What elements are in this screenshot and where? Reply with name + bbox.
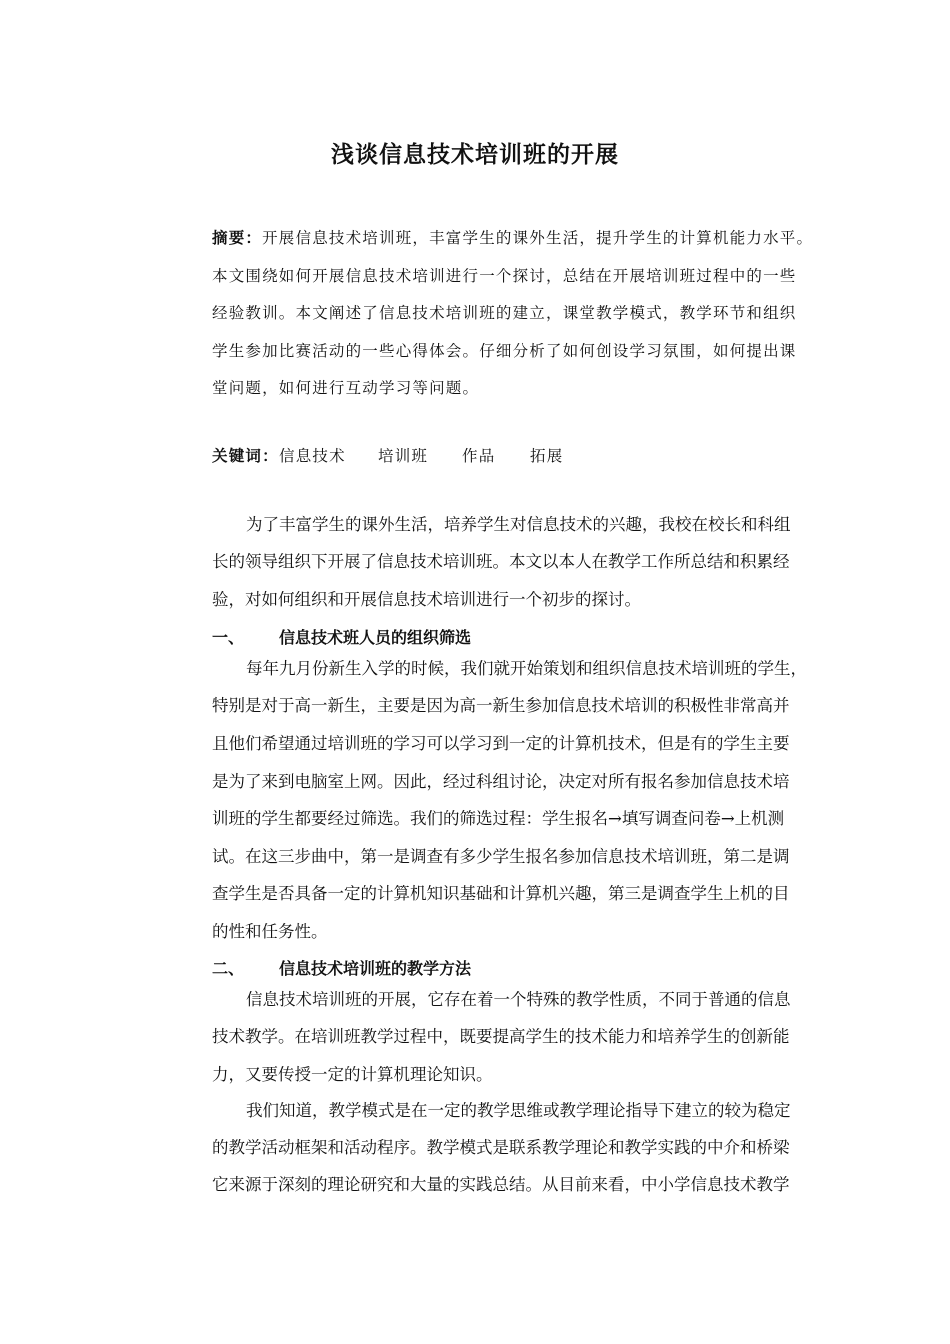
abstract-label: 摘要： [212, 229, 263, 247]
section-2-line: 它来源于深刻的理论研究和大量的实践总结。从目前来看，中小学信息技术教学 [212, 1175, 790, 1194]
abstract-line-2: 本文围绕如何开展信息技术培训进行一个探讨，总结在开展培训班过程中的一些 [212, 267, 797, 285]
section-1-line: 试。在这三步曲中，第一是调查有多少学生报名参加信息技术培训班，第二是调 [212, 847, 790, 866]
keyword-item: 拓展 [530, 447, 564, 465]
keywords-label: 关键词： [212, 447, 279, 465]
section-1-line: 训班的学生都要经过筛选。我们的筛选过程：学生报名→填写调查问卷→上机测 [212, 809, 785, 828]
abstract-text: 开展信息技术培训班，丰富学生的课外生活，提升学生的计算机能力水平。 [262, 229, 814, 247]
keyword-item: 作品 [462, 447, 496, 465]
section-2-number: 二、 [212, 959, 245, 978]
section-2-line: 信息技术培训班的开展，它存在着一个特殊的教学性质，不同于普通的信息 [246, 990, 791, 1009]
intro-line-2: 长的领导组织下开展了信息技术培训班。本文以本人在教学工作所总结和积累经 [212, 552, 790, 571]
keyword-item: 信息技术 [279, 447, 346, 465]
abstract-line-1 [212, 228, 813, 248]
section-1-line: 是为了来到电脑室上网。因此，经过科组讨论，决定对所有报名参加信息技术培 [212, 772, 790, 791]
section-2-line: 力，又要传授一定的计算机理论知识。 [212, 1065, 493, 1084]
intro-line-1: 为了丰富学生的课外生活，培养学生对信息技术的兴趣，我校在校长和科组 [246, 515, 791, 534]
section-2-line: 的教学活动框架和活动程序。教学模式是联系教学理论和教学实践的中介和桥梁 [212, 1138, 790, 1157]
keyword-item: 培训班 [378, 447, 429, 465]
keywords-line [212, 446, 712, 468]
section-2-line: 技术教学。在培训班教学过程中，既要提高学生的技术能力和培养学生的创新能 [212, 1027, 790, 1046]
abstract-line-5: 堂问题，如何进行互动学习等问题。 [212, 379, 480, 397]
section-2-line: 我们知道，教学模式是在一定的教学思维或教学理论指导下建立的较为稳定 [246, 1101, 791, 1120]
section-1-number: 一、 [212, 628, 245, 647]
abstract-line-3: 经验教训。本文阐述了信息技术培训班的建立，课堂教学模式，教学环节和组织 [212, 304, 797, 322]
section-1-line: 查学生是否具备一定的计算机知识基础和计算机兴趣，第三是调查学生上机的目 [212, 884, 790, 903]
section-1-heading: 信息技术班人员的组织筛选 [279, 628, 472, 647]
section-1-line: 每年九月份新生入学的时候，我们就开始策划和组织信息技术培训班的学生， [246, 659, 807, 678]
section-1-line: 的性和任务性。 [212, 922, 328, 941]
section-1-line: 特别是对于高一新生，主要是因为高一新生参加信息技术培训的积极性非常高并 [212, 696, 790, 715]
document-title: 浅谈信息技术培训班的开展 [331, 142, 619, 168]
intro-line-3: 验，对如何组织和开展信息技术培训进行一个初步的探讨。 [212, 590, 641, 609]
section-1-line: 且他们希望通过培训班的学习可以学习到一定的计算机技术，但是有的学生主要 [212, 734, 790, 753]
abstract-line-4: 学生参加比赛活动的一些心得体会。仔细分析了如何创设学习氛围，如何提出课 [212, 342, 797, 360]
section-2-heading: 信息技术培训班的教学方法 [279, 959, 472, 978]
